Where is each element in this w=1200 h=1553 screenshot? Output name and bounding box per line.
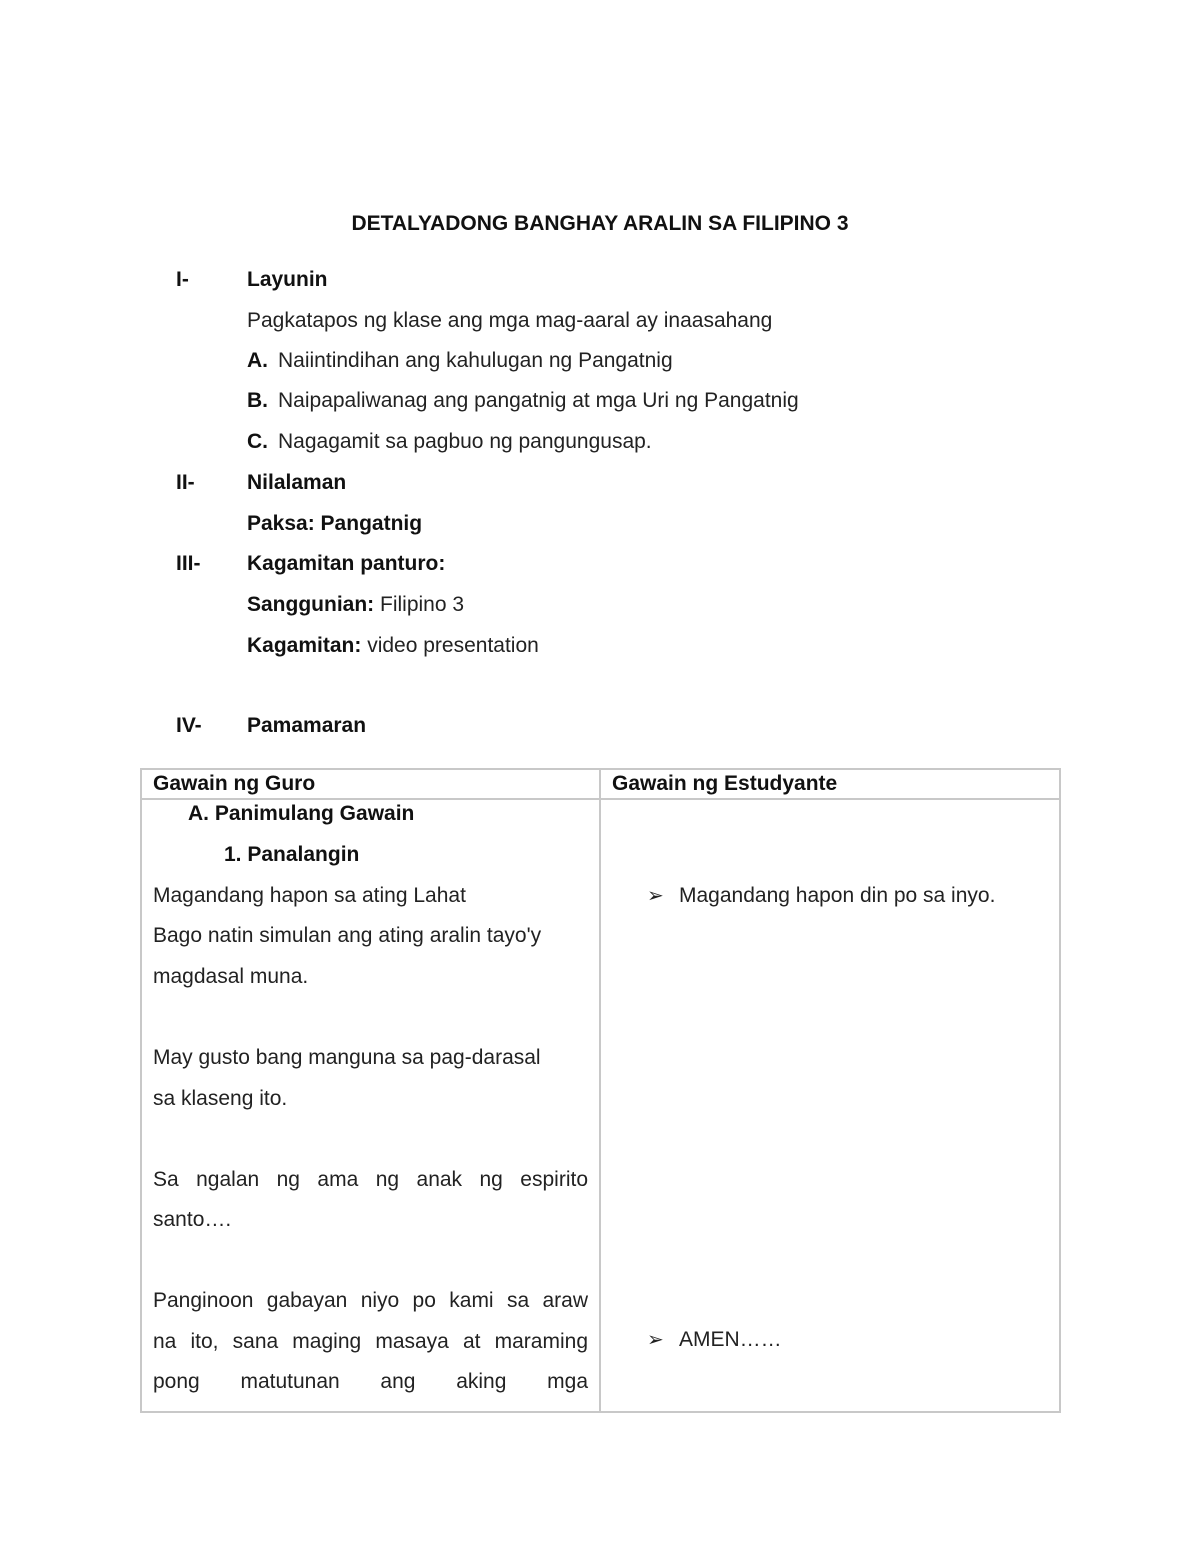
student-column-header: Gawain ng Estudyante <box>600 769 1060 799</box>
objective-text: Naipapaliwanag ang pangatnig at mga Uri ng Pangatnig <box>278 389 799 412</box>
table-row <box>141 799 1060 1412</box>
section-number: III- <box>176 552 201 575</box>
section-heading: Pamamaran <box>247 714 367 737</box>
teacher-line: santo…. <box>153 1208 232 1231</box>
objective-letter: B. <box>247 389 268 412</box>
teacher-line: sa klaseng ito. <box>153 1087 288 1110</box>
section-heading: Kagamitan panturo: <box>247 552 446 575</box>
activity-subpart-heading: 1. Panalangin <box>224 843 360 866</box>
teacher-line: magdasal muna. <box>153 965 309 988</box>
teacher-line: May gusto bang manguna sa pag-darasal <box>153 1046 541 1069</box>
objective-letter: A. <box>247 349 268 372</box>
reference-label: Sanggunian: <box>247 593 375 616</box>
materials-value: video presentation <box>367 634 539 657</box>
procedure-table <box>140 768 1061 1413</box>
objectives-intro: Pagkatapos ng klase ang mga mag-aaral ay inaasahang <box>247 309 773 332</box>
teacher-line: Bago natin simulan ang ating aralin tayo'y <box>153 924 542 947</box>
teacher-line: Sa ngalan ng ama ng anak ng espirito <box>153 1168 588 1191</box>
arrow-bullet-icon: ➢ <box>647 1329 664 1351</box>
teacher-line: pong matutunan ang aking mga <box>153 1370 588 1393</box>
section-number: I- <box>176 268 189 291</box>
student-response <box>647 882 995 910</box>
section-heading: Nilalaman <box>247 471 347 494</box>
section-number: II- <box>176 471 195 494</box>
section-number: IV- <box>176 714 202 737</box>
activity-part-heading: A. Panimulang Gawain <box>188 802 415 825</box>
table-header-row <box>141 769 1060 799</box>
objective-letter: C. <box>247 430 268 453</box>
teacher-column-header: Gawain ng Guro <box>141 769 600 799</box>
materials-label: Kagamitan: <box>247 634 362 657</box>
teacher-cell <box>141 799 600 1412</box>
teacher-line: Panginoon gabayan niyo po kami sa araw <box>153 1289 588 1312</box>
reference-value: Filipino 3 <box>380 593 465 616</box>
student-cell <box>600 799 1060 1412</box>
teacher-line: na ito, sana maging masaya at maraming <box>153 1330 588 1353</box>
student-response <box>647 1326 782 1354</box>
student-response-text: AMEN…… <box>679 1328 782 1351</box>
page-title: DETALYADONG BANGHAY ARALIN SA FILIPINO 3 <box>351 212 849 235</box>
topic-text: Paksa: Pangatnig <box>247 512 423 535</box>
objective-text: Naiintindihan ang kahulugan ng Pangatnig <box>278 349 673 372</box>
section-heading: Layunin <box>247 268 328 291</box>
teacher-line: Magandang hapon sa ating Lahat <box>153 884 466 907</box>
objective-text: Nagagamit sa pagbuo ng pangungusap. <box>278 430 652 453</box>
student-response-text: Magandang hapon din po sa inyo. <box>679 884 996 907</box>
arrow-bullet-icon: ➢ <box>647 885 664 907</box>
